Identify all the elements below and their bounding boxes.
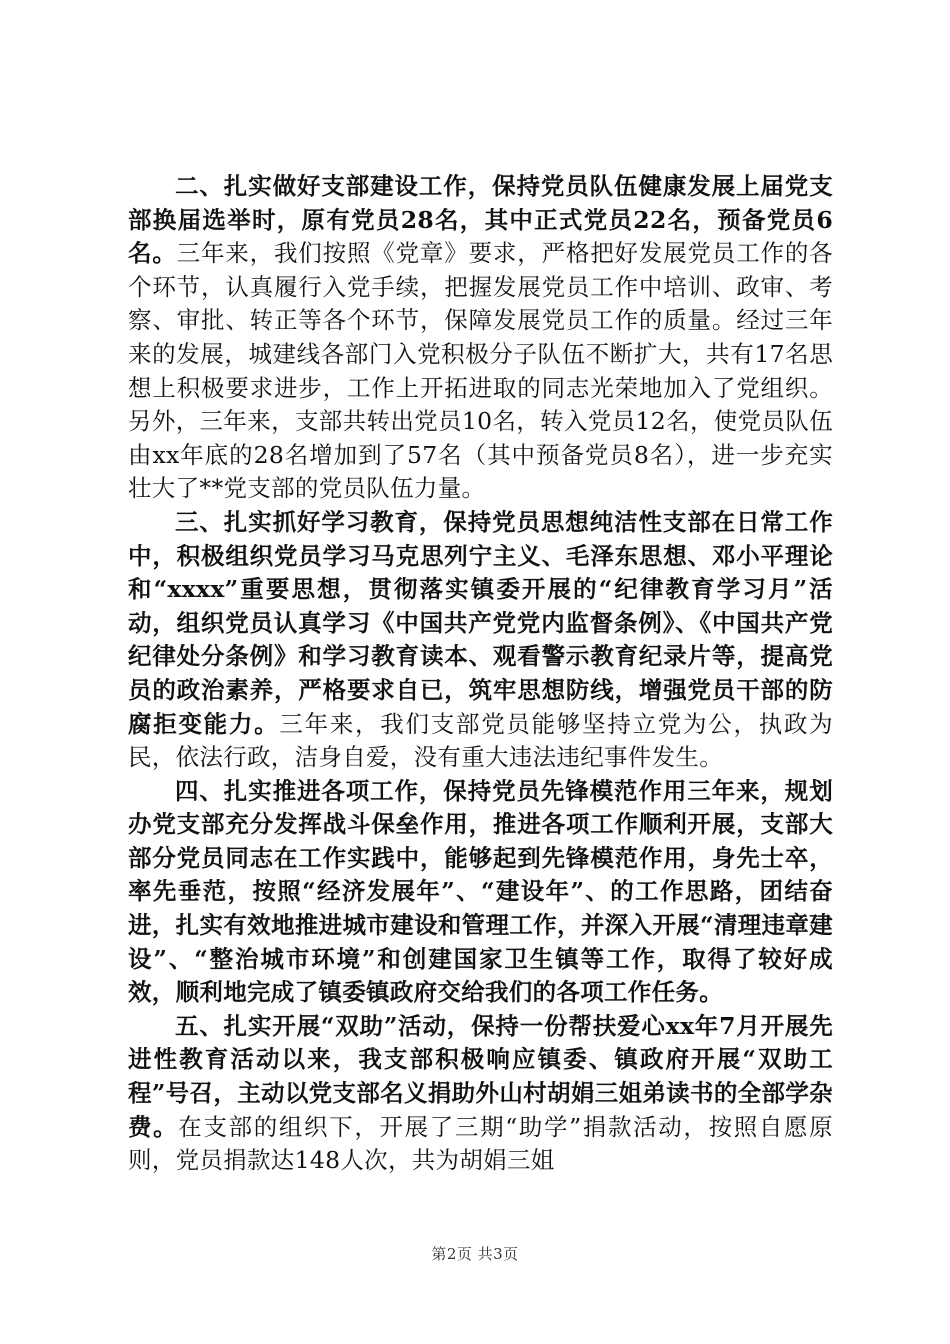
paragraph-branch-building: [128, 170, 833, 506]
paragraph-study-education: [128, 506, 833, 775]
paragraph-text: 在支部的组织下，开展了三期“助学”捐款活动，按照自愿原则，党员捐款达148人次，共为胡娟三姐: [128, 1112, 833, 1175]
document-body: [128, 170, 833, 1178]
paragraph-double-aid: [128, 1010, 833, 1178]
paragraph-lead: 四、扎实推进各项工作，保持党员先锋模范作用三年来，规划办党支部充分发挥战斗保垒作用，推进各项工作顺利开展，支部大部分党员同志在工作实践中，能够起到先锋模范作用，身先士卒，率先垂范，按照“经济发展年”、“建设年”、的工作思路，团结奋进，扎实有效地推进城市建设和管理工作，并深入开展“清理违章建设”、“整治城市环境”和创建国家卫生镇等工作，取得了较好成效，顺利地完成了镇委镇政府交给我们的各项工作任务。: [128, 776, 833, 1007]
paragraph-lead: 五、扎实开展“双助”活动，保持一份帮扶爱心xx年7月开展先进性教育活动以来，我支部积极响应镇委、镇政府开展“双助工程”号召，主动以党支部名义捐助外山村胡娟三姐弟读书的全部学杂费。: [128, 1011, 833, 1141]
page-number-footer: 第2页 共3页: [431, 1245, 519, 1263]
paragraph-text: 三年来，我们按照《党章》要求，严格把好发展党员工作的各个环节，认真履行入党手续，把握发展党员工作中培训、政审、考察、审批、转正等各个环节，保障发展党员工作的质量。经过三年来的发展，城建线各部门入党积极分子队伍不断扩大，共有17名思想上积极要求进步，工作上开拓进取的同志光荣地加入了党组织。另外，三年来，支部共转出党员10名，转入党员12名，使党员队伍由xx年底的28名增加到了57名（其中预备党员8名），进一步充实壮大了**党支部的党员队伍力量。: [128, 239, 833, 503]
paragraph-text: 三年来，我们支部党员能够坚持立党为公，执政为民，依法行政，洁身自爱，没有重大违法违纪事件发生。: [128, 709, 833, 772]
paragraph-lead: 三、扎实抓好学习教育，保持党员思想纯洁性支部在日常工作中，积极组织党员学习马克思列宁主义、毛泽东思想、邓小平理论和“xxxx”重要思想，贯彻落实镇委开展的“纪律教育学习月”活动，组织党员认真学习《中国共产党党内监督条例》、《中国共产党纪律处分条例》和学习教育读本、观看警示教育纪录片等，提高党员的政治素养，严格要求自已，筑牢思想防线，增强党员干部的防腐拒变能力。: [128, 507, 833, 738]
paragraph-work-promotion: [128, 775, 833, 1010]
paragraph-lead: 二、扎实做好支部建设工作，保持党员队伍健康发展上届党支部换届选举时，原有党员28名，其中正式党员22名，预备党员6名。: [128, 172, 833, 268]
